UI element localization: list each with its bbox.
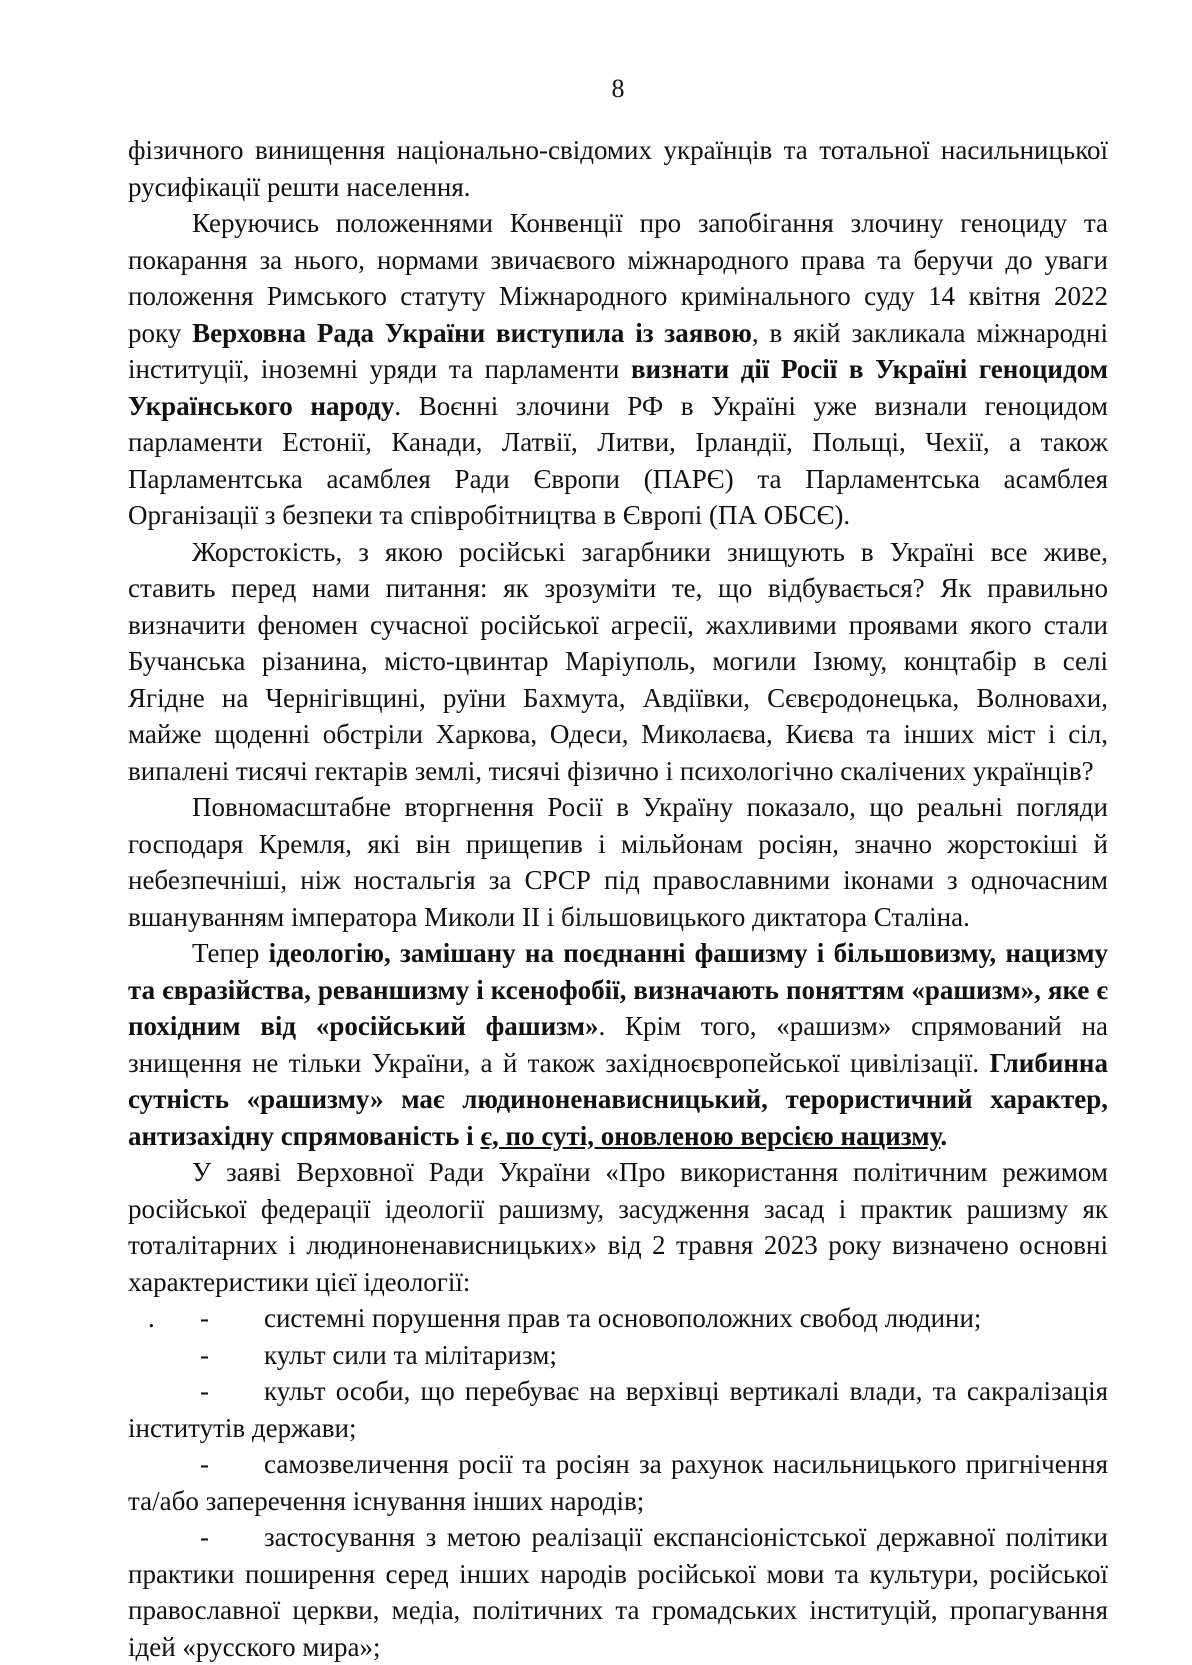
list-item: - застосування з метою реалізації експансіоністської державної політики практики поширення серед інших народів російської мови та культури, російської православної церкви, медіа, політичних та громадських інституцій, пропагування ідей «русского мира»;: [128, 1522, 1108, 1662]
stray-dot: .: [148, 1303, 155, 1333]
list-item: - культ сили та мілітаризм;: [200, 1339, 557, 1370]
bold-ideology: ідеологію, замішану на поєднанні фашизму і більшовизму, нацизму та євразійства, реваншизму і ксенофобії, визначають поняттям «рашизм», яке є похідним від «російський фашизм»: [128, 938, 1108, 1041]
paragraph-1: фізичного винищення національно-свідомих українців та тотальної насильницької русифікації решти населення.: [128, 135, 1108, 202]
bold-genocide: визнати дії Росії в Україні геноцидом Українського народу: [128, 354, 1108, 421]
underlined-nazism: є, по суті, оновленою версією нацизму: [480, 1120, 941, 1151]
paragraph-6: У заяві Верховної Ради України «Про використання політичним режимом російської федерації ідеології рашизму, засудження засад і практик рашизму як тоталітарних і людиноненависницьких» від 2 травня 2023 року визначено основні характеристики цієї ідеології:: [128, 1157, 1108, 1297]
page-number: 8: [611, 74, 625, 103]
paragraph-5: Тепер ідеологію, замішану на поєднанні фашизму і більшовизму, нацизму та євразійства, реваншизму і ксенофобії, визначають поняттям «рашизм», яке є похідним від «російський фашизм». Крім того, «рашизм» спрямований на знищення не тільки України, а й також західноєвропейської цивілізації. Глибинна сутність «рашизму» має людиноненависницький, терористичний характер, антизахідну спрямованість і є, по суті, оновленою версією нацизму.: [128, 938, 1108, 1151]
paragraph-4: Повномасштабне вторгнення Росії в Україну показало, що реальні погляди господаря Кремля, які він прищепив і мільйонам росіян, значно жорстокіші й небезпечніші, ніж ностальгія за СРСР під православними іконами з одночасним вшануванням імператора Миколи ІІ і більшовицького диктатора Сталіна.: [128, 792, 1108, 932]
list-item: . - системні порушення прав та основоположних свобод людини;: [128, 1300, 1108, 1337]
list-item: - самозвеличення росії та росіян за рахунок насильницького пригнічення та/або заперечення існування інших народів;: [128, 1449, 1108, 1516]
paragraph-2: Керуючись положеннями Конвенції про запобігання злочину геноциду та покарання за нього, нормами звичаєвого міжнародного права та беручи до уваги положення Римського статуту Міжнародного кримінального суду 14 квітня 2022 року Верховна Рада України виступила із заявою, в якій закликала міжнародні інституції, іноземні уряди та парламенти визнати дії Росії в Україні геноцидом Українського народу. Воєнні злочини РФ в Україні уже визнали геноцидом парламенти Естонії, Канади, Латвії, Литви, Ірландії, Польщі, Чехії, а також Парламентська асамблея Ради Європи (ПАРЄ) та Парламентська асамблея Організації з безпеки та співробітництва в Європі (ПА ОБСЄ).: [128, 208, 1108, 530]
paragraph-3: Жорстокість, з якою російські загарбники знищують в Україні все живе, ставить перед нами питання: як зрозуміти те, що відбувається? Як правильно визначити феномен сучасної російської агресії, жахливими проявами якого стали Бучанська різанина, місто-цвинтар Маріуполь, могили Ізюму, концтабір в селі Ягідне на Чернігівщині, руїни Бахмута, Авдіївки, Сєвєродонецька, Волновахи, майже щоденні обстріли Харкова, Одеси, Миколаєва, Києва та інших міст і сіл, випалені тисячі гектарів землі, тисячі фізично і психологічно скалічених українців?: [128, 536, 1108, 786]
bold-essence: Глибинна сутність «рашизму» має людиноненависницький, терористичний характер, антизахідну спрямованість і: [128, 1047, 1108, 1151]
list-item: - культ особи, що перебуває на верхівці вертикалі влади, та сакралізація інститутів держави;: [128, 1376, 1108, 1443]
characteristics-list: [128, 1300, 1108, 1665]
document-body: [128, 132, 1108, 1665]
bold-statement: Верховна Рада України виступила із заявою: [192, 317, 752, 348]
